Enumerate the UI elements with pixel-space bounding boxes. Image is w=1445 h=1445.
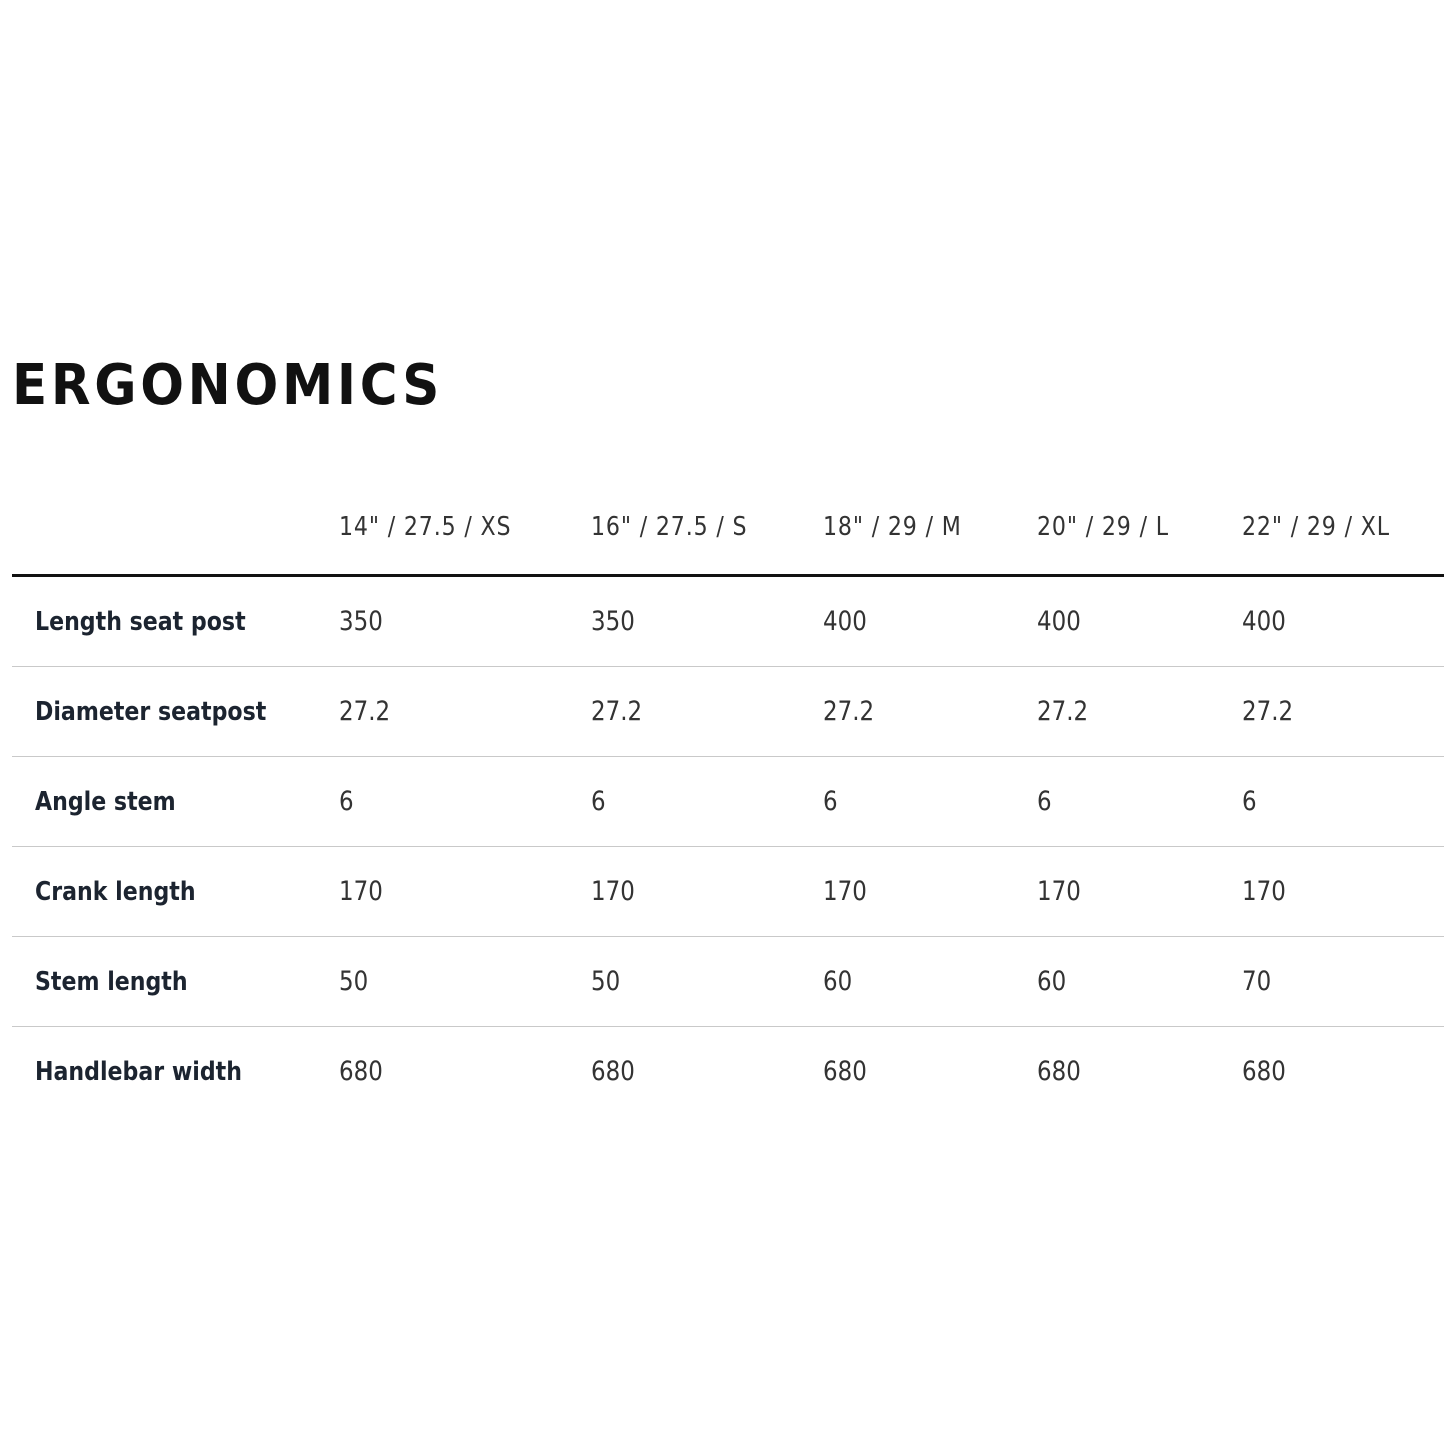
table-cell: 680 [1242,1056,1286,1087]
ergonomics-table [12,480,1444,1116]
row-label: Crank length [35,876,196,907]
table-header-row [12,480,1444,577]
row-label: Handlebar width [35,1056,242,1087]
column-header-s: 16" / 27.5 / S [591,512,748,542]
table-cell: 6 [1037,786,1052,817]
table-cell: 170 [1242,876,1286,907]
table-cell: 6 [591,786,606,817]
table-cell: 170 [1037,876,1081,907]
table-cell: 170 [823,876,867,907]
row-label: Diameter seatpost [35,696,267,727]
table-cell: 680 [339,1056,383,1087]
table-cell: 350 [339,606,383,637]
table-cell: 400 [1242,606,1286,637]
table-cell: 27.2 [1037,696,1089,727]
column-header-m: 18" / 29 / M [823,512,962,542]
table-cell: 400 [823,606,867,637]
page-title: ERGONOMICS [12,353,443,418]
table-row [12,1027,1444,1116]
table-row [12,937,1444,1027]
table-row [12,757,1444,847]
table-cell: 680 [823,1056,867,1087]
row-label: Stem length [35,966,188,997]
table-cell: 400 [1037,606,1081,637]
table-cell: 680 [591,1056,635,1087]
table-cell: 50 [339,966,369,997]
row-label: Angle stem [35,786,176,817]
table-cell: 27.2 [823,696,875,727]
table-cell: 60 [1037,966,1067,997]
column-header-xl: 22" / 29 / XL [1242,512,1390,542]
table-cell: 70 [1242,966,1272,997]
table-cell: 27.2 [339,696,391,727]
table-row [12,667,1444,757]
table-cell: 27.2 [1242,696,1294,727]
table-cell: 6 [339,786,354,817]
table-cell: 170 [339,876,383,907]
table-cell: 170 [591,876,635,907]
column-header-l: 20" / 29 / L [1037,512,1169,542]
table-cell: 27.2 [591,696,643,727]
table-cell: 6 [823,786,838,817]
table-cell: 50 [591,966,621,997]
table-row [12,847,1444,937]
table-cell: 6 [1242,786,1257,817]
row-label: Length seat post [35,606,246,637]
table-cell: 350 [591,606,635,637]
table-row [12,577,1444,667]
table-cell: 680 [1037,1056,1081,1087]
column-header-xs: 14" / 27.5 / XS [339,512,512,542]
table-cell: 60 [823,966,853,997]
